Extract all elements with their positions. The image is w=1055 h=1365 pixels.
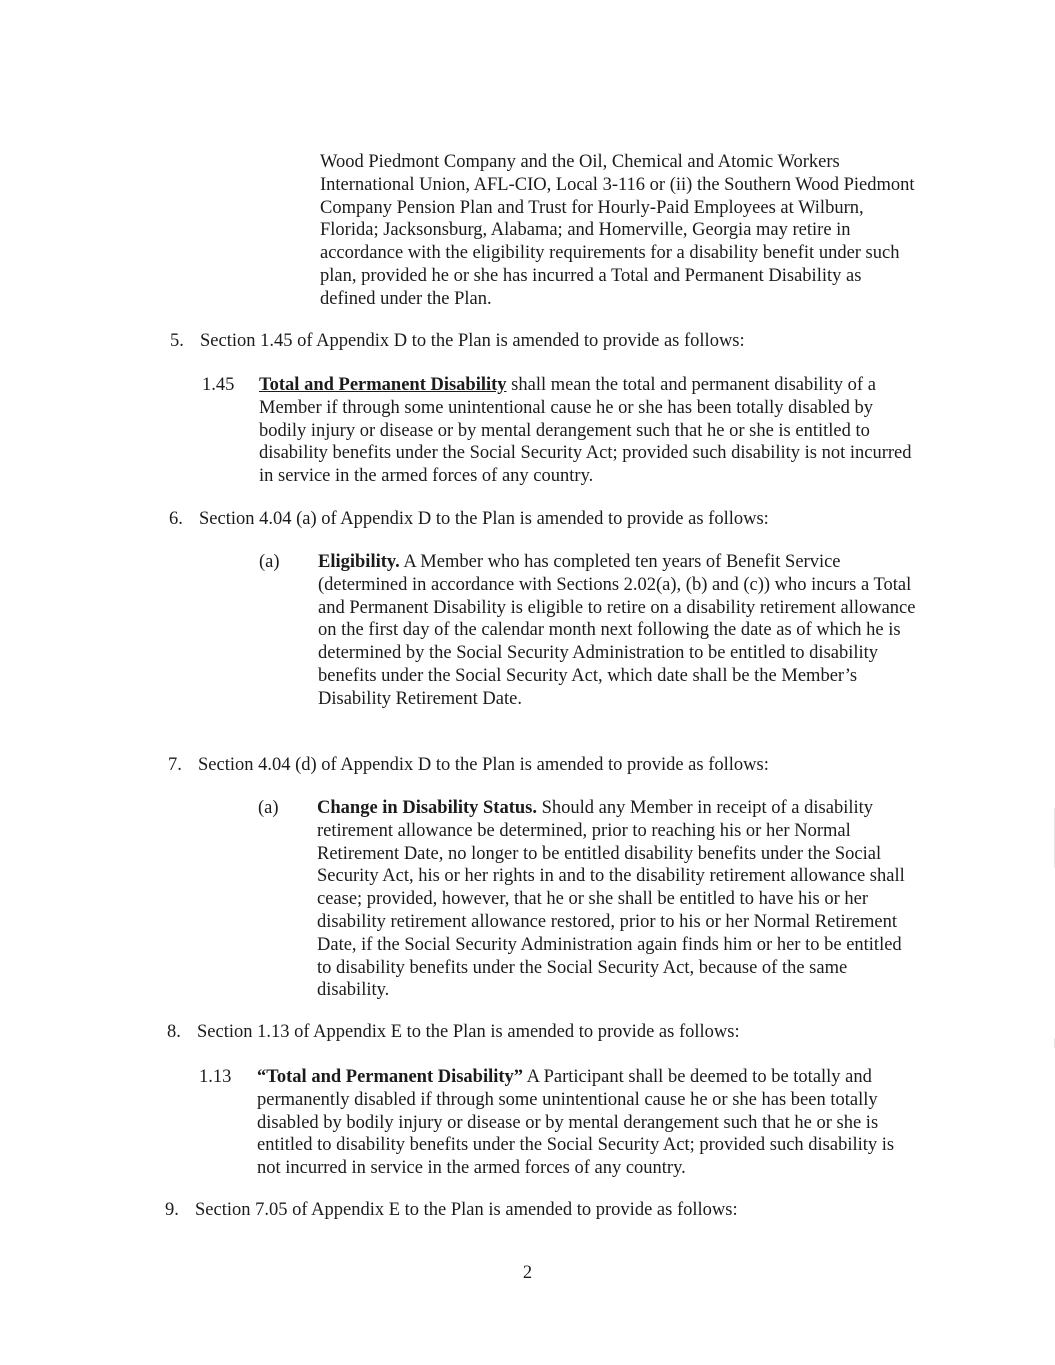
continuation-paragraph: Wood Piedmont Company and the Oil, Chemical and Atomic Workers International Union, AFL-CIO, Local 3-116 or (ii) the Southern Wood Piedmont Company Pension Plan and Trust for Hourly-Paid Employees at Wilburn, Florida; Jacksonsburg, Alabama; and Homerville, Georgia may retire in accordance with the eligibility requirements for a disability benefit under such plan, provided he or she has incurred a Total and Permanent Disability as defined under the Plan. [320,152,915,309]
subsection-label: (a) [259,552,280,572]
item-number: 8. [167,1022,181,1042]
item-text: Section 4.04 (a) of Appendix D to the Plan is amended to provide as follows: [199,509,769,529]
subsection-label: (a) [258,798,279,818]
item-number: 9. [165,1200,179,1220]
subsection-body: Should any Member in receipt of a disability retirement allowance be determined, prior to reaching his or her Normal Retirement Date, no longer to be entitled disability benefits under the Social Security Act, his or her rights in and to the disability retirement allowance shall cease; provided, however, that he or she shall be entitled to have his or her disability retirement allowance restored, prior to his or her Normal Retirement Date, if the Social Security Administration again finds him or her to be entitled to disability benefits under the Social Security Act, because of the same disability. [317,798,905,1001]
item-text: Section 1.45 of Appendix D to the Plan is amended to provide as follows: [200,331,745,351]
subsection-heading: Eligibility. [318,552,400,572]
subsection-1-45-text [259,374,919,488]
subsection-disability-status-text [317,797,915,1002]
subsection-eligibility-text [318,551,918,711]
item-number: 7. [168,755,182,775]
item-text: Section 4.04 (d) of Appendix D to the Plan is amended to provide as follows: [198,755,769,775]
subsection-body: A Member who has completed ten years of Benefit Service (determined in accordance with Sections 2.02(a), (b) and (c)) who incurs a Total and Permanent Disability is eligible to retire on a disability retirement allowance on the first day of the calendar month next following the date as of which he is determined by the Social Security Administration to be entitled to disability benefits under the Social Security Act, which date shall be the Member’s Disability Retirement Date. [318,552,916,709]
item-text: Section 1.13 of Appendix E to the Plan is amended to provide as follows: [197,1022,740,1042]
item-9 [165,1199,738,1222]
subsection-label: 1.45 [202,375,235,395]
item-7 [168,754,769,777]
subsection-label: 1.13 [199,1067,232,1087]
subsection-1-13-text [257,1066,917,1180]
item-number: 6. [169,509,183,529]
subsection-heading: Total and Permanent Disability [259,375,507,395]
item-number: 5. [170,331,184,351]
subsection-body: A Participant shall be deemed to be totally and permanently disabled if through some unintentional cause he or she has been totally disabled by bodily injury or disease or by mental derangement such that he or she is entitled to disability benefits under the Social Security Act; provided such disability is not incurred in service in the armed forces of any country. [257,1067,895,1179]
item-6 [169,508,769,531]
item-8 [167,1021,740,1044]
subsection-heading: Change in Disability Status. [317,798,537,818]
item-5 [170,330,745,353]
subsection-body: shall mean the total and permanent disability of a Member if through some unintentional cause he or she has been totally disabled by bodily injury or disease or by mental derangement such that he or she is entitled to disability benefits under the Social Security Act; provided such disability is not incurred in service in the armed forces of any country. [259,375,912,487]
page-number: 2 [522,1263,533,1283]
item-text: Section 7.05 of Appendix E to the Plan is amended to provide as follows: [195,1200,738,1220]
subsection-heading: “Total and Permanent Disability” [257,1067,524,1087]
